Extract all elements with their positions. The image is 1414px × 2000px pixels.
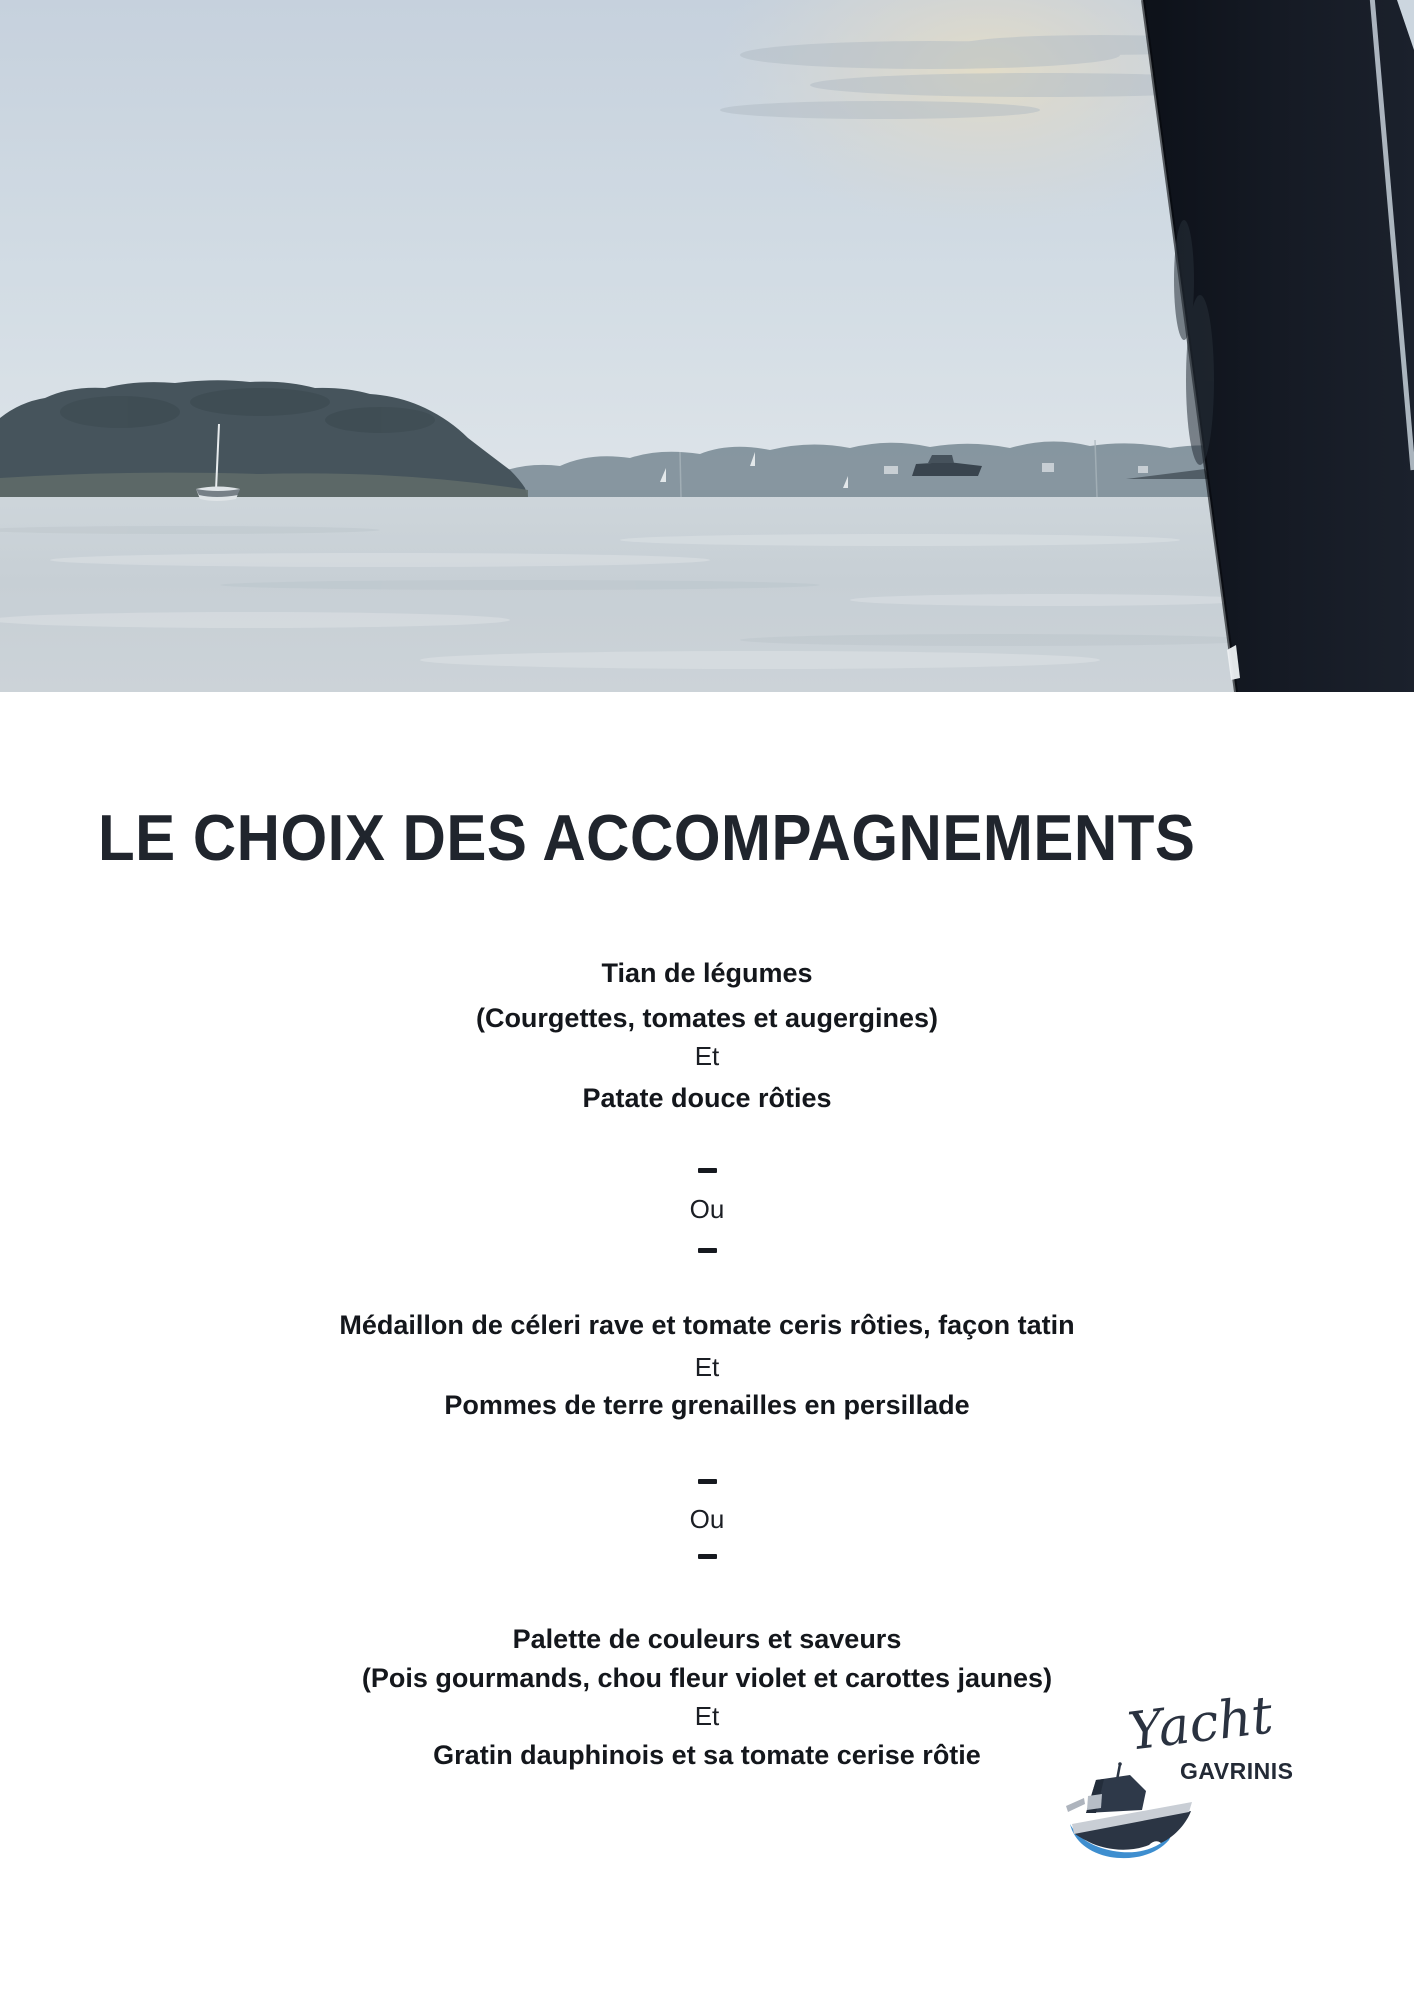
boat-window — [1087, 1794, 1102, 1810]
conjunction-et-2: Et — [694, 1352, 720, 1382]
separator-dash — [698, 1168, 717, 1173]
separator-dash — [698, 1248, 717, 1253]
dish-palette: Palette de couleurs et saveurs — [512, 1624, 902, 1654]
separator-dash — [698, 1479, 717, 1484]
conjunction-et-1: Et — [694, 1041, 720, 1071]
boat-rail — [1066, 1798, 1085, 1812]
dish-patate: Patate douce rôties — [582, 1083, 832, 1113]
dish-pommes: Pommes de terre grenailles en persillade — [444, 1390, 970, 1420]
logo-script-text: Yacht — [1124, 1685, 1276, 1763]
dish-tian-detail: (Courgettes, tomates et augergines) — [475, 1003, 939, 1033]
hero-photo — [0, 0, 1414, 692]
separator-ou-2: Ou — [689, 1504, 725, 1534]
page-title: LE CHOIX DES ACCOMPAGNEMENTS — [98, 801, 1196, 875]
separator-ou-1: Ou — [689, 1194, 725, 1224]
dish-tian: Tian de légumes — [601, 958, 813, 988]
dish-medaillon: Médaillon de céleri rave et tomate ceris rôties, façon tatin — [339, 1310, 1075, 1340]
separator-dash — [698, 1554, 717, 1559]
dish-palette-detail: (Pois gourmands, chou fleur violet et carottes jaunes) — [361, 1663, 1053, 1693]
boat-logo-icon — [1062, 1760, 1196, 1860]
conjunction-et-3: Et — [694, 1701, 720, 1731]
dish-gratin: Gratin dauphinois et sa tomate cerise rôtie — [433, 1740, 981, 1770]
logo-brand-text: GAVRINIS — [1180, 1758, 1294, 1784]
